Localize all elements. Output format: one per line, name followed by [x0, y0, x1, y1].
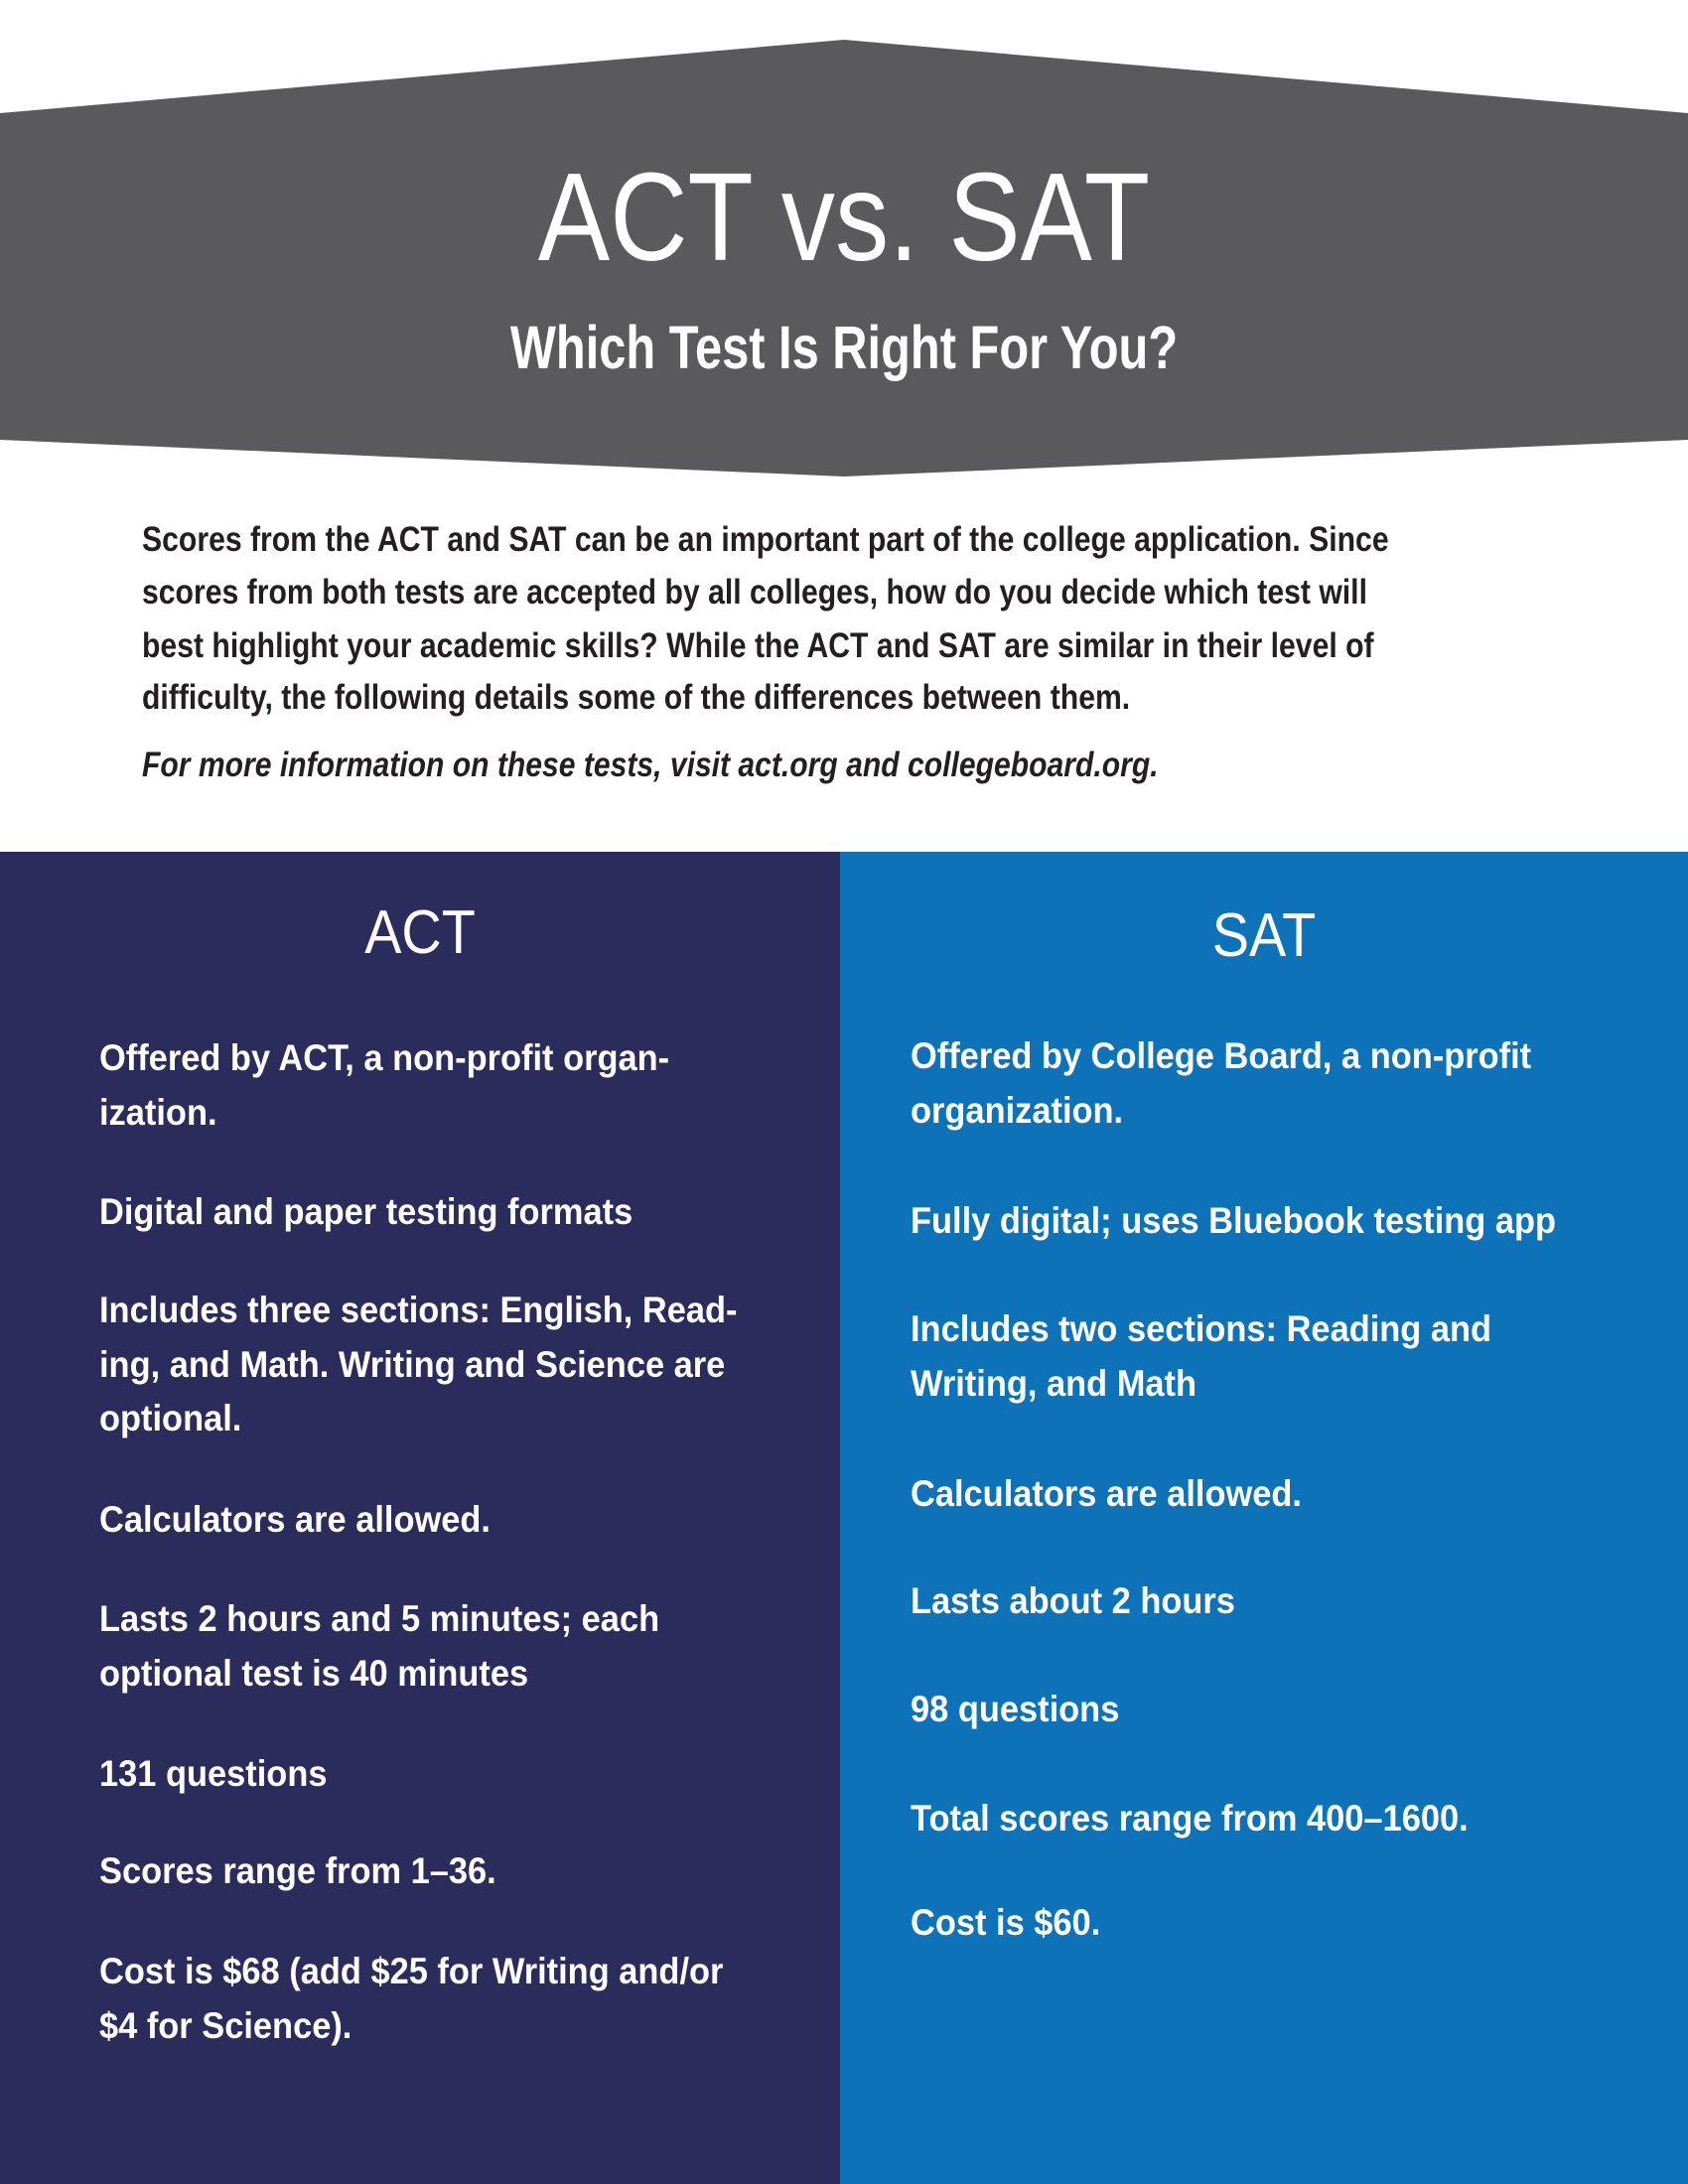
more-info-note: For more information on these tests, visit act.org and collegeboard.org. — [142, 746, 1159, 784]
item-line: Digital and paper testing formats — [99, 1191, 633, 1232]
sat-item-questions — [911, 1683, 1119, 1737]
page-subtitle: Which Test Is Right For You? — [509, 314, 1179, 381]
item-line: Offered by College Board, a non-profit — [911, 1035, 1532, 1076]
intro-line: difficulty, the following details some of the differences between them. — [142, 678, 1131, 717]
item-line: Total scores range from 400–1600. — [911, 1798, 1469, 1839]
intro-line: best highlight your academic skills? While the ACT and SAT are similar in their level of — [142, 626, 1374, 665]
sat-heading: SAT — [1211, 901, 1317, 970]
item-line: $4 for Science). — [99, 2004, 352, 2046]
act-item-scores — [99, 1844, 496, 1899]
intro-line: Scores from the ACT and SAT can be an important part of the college application. Since — [142, 520, 1389, 559]
item-line: optional test is 40 minutes — [99, 1652, 529, 1694]
act-item-duration — [99, 1592, 659, 1701]
sat-item-format — [911, 1194, 1556, 1249]
item-line: 98 questions — [911, 1689, 1120, 1729]
act-item-sections — [99, 1284, 737, 1446]
item-line: ization. — [99, 1091, 217, 1133]
sat-item-duration — [911, 1574, 1235, 1629]
act-item-format — [99, 1185, 633, 1240]
act-column — [0, 852, 840, 2184]
item-line: Scores range from 1–36. — [99, 1850, 496, 1891]
item-line: Cost is $68 (add $25 for Writing and/or — [99, 1951, 724, 1991]
item-line: Calculators are allowed. — [99, 1499, 491, 1540]
item-line: Offered by ACT, a non-profit organ- — [99, 1037, 670, 1078]
item-line: 131 questions — [99, 1753, 328, 1794]
item-line: optional. — [99, 1398, 242, 1438]
item-line: Lasts 2 hours and 5 minutes; each — [99, 1598, 660, 1639]
sat-item-scores — [911, 1792, 1469, 1846]
act-item-questions — [99, 1747, 327, 1802]
sat-item-calculators — [911, 1467, 1302, 1522]
item-line: Calculators are allowed. — [911, 1473, 1302, 1514]
page-title: ACT vs. SAT — [537, 147, 1151, 287]
act-heading: ACT — [364, 898, 476, 967]
item-line: Cost is $60. — [911, 1902, 1101, 1943]
item-line: Writing, and Math — [911, 1362, 1197, 1404]
item-line: Includes two sections: Reading and — [911, 1308, 1492, 1349]
sat-item-cost — [911, 1896, 1100, 1951]
item-line: Fully digital; uses Bluebook testing app — [911, 1200, 1557, 1241]
act-item-calculators — [99, 1493, 491, 1548]
act-item-organization — [99, 1031, 669, 1140]
sat-column — [840, 852, 1688, 2184]
item-line: Lasts about 2 hours — [911, 1580, 1235, 1621]
intro-line: scores from both tests are accepted by all colleges, how do you decide which test will — [142, 573, 1367, 612]
item-line: ing, and Math. Writing and Science are — [99, 1343, 726, 1385]
sat-item-sections — [911, 1302, 1491, 1411]
item-line: Includes three sections: English, Read- — [99, 1290, 738, 1330]
item-line: organization. — [911, 1089, 1124, 1131]
act-item-cost — [99, 1945, 723, 2053]
sat-item-organization — [911, 1029, 1531, 1138]
